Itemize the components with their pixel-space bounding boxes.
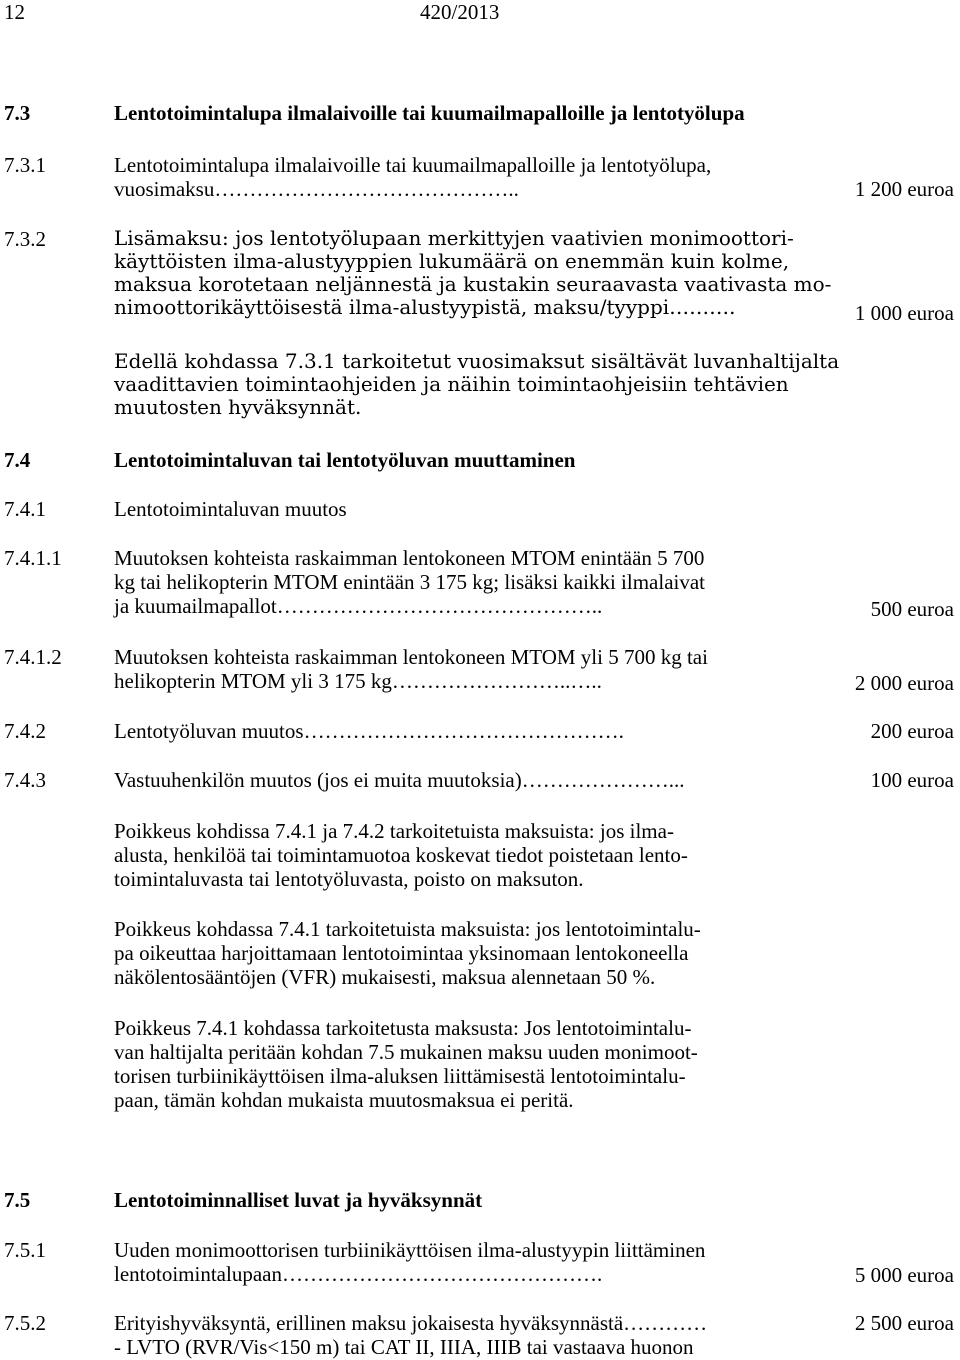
- item-7-5-1-number: 7.5.1: [4, 1238, 46, 1262]
- item-7-3-2-line-3: maksua korotetaan neljännestä ja kustakin seuraavasta vaativasta mo-: [114, 272, 832, 296]
- section-7-3-note: [114, 350, 839, 419]
- item-7-3-2-line-4: nimoottorikäyttöisestä ilma-alustyypistä, maksu/tyyppi……….: [114, 295, 736, 319]
- exception-2-line-3: näkölentosääntöjen (VFR) mukaisesti, maksua alennetaan 50 %.: [114, 965, 656, 989]
- item-7-3-2-number: 7.3.2: [4, 227, 46, 251]
- item-7-5-2-number: 7.5.2: [4, 1311, 46, 1335]
- item-7-4-1-1-amount: 500 euroa: [870, 597, 954, 621]
- item-7-4-1-2-amount: 2 000 euroa: [854, 671, 954, 695]
- item-7-4-1-2-line-1: Muutoksen kohteista raskaimman lentokoneen MTOM yli 5 700 kg tai: [114, 645, 708, 669]
- item-7-4-1-1-line-1: Muutoksen kohteista raskaimman lentokoneen MTOM enintään 5 700: [114, 546, 705, 570]
- item-7-3-1-line-2: vuosimaksu……………………………………..: [114, 177, 519, 201]
- exception-paragraph-1: [114, 819, 688, 891]
- item-7-5-1-line-1: Uuden monimoottorisen turbiinikäyttöisen ilma-alustyypin liittäminen: [114, 1238, 706, 1262]
- item-7-4-3-number: 7.4.3: [4, 768, 46, 792]
- item-7-4-1-label: Lentotoimintaluvan muutos: [114, 497, 347, 521]
- exception-paragraph-3: [114, 1016, 698, 1112]
- exception-1-line-3: toimintaluvasta tai lentotyöluvasta, poisto on maksuton.: [114, 867, 584, 891]
- item-7-5-2-line-1: Erityishyväksyntä, erillinen maksu jokaisesta hyväksynnästä…………: [114, 1311, 708, 1335]
- item-7-5-1-text: [114, 1238, 705, 1286]
- item-7-3-2-line-1: Lisämaksu: jos lentotyölupaan merkittyjen vaativien monimoottori-: [114, 226, 794, 250]
- note-line-2: vaadittavien toimintaohjeiden ja näihin toimintaohjeisiin tehtävien: [114, 372, 789, 396]
- item-7-5-2-text: [114, 1311, 707, 1359]
- section-7-4-title: Lentotoimintaluvan tai lentotyöluvan muuttaminen: [114, 448, 576, 472]
- item-7-4-1-1-line-3: ja kuumailmapallot………………………………………..: [114, 594, 603, 618]
- note-line-3: muutosten hyväksynnät.: [114, 395, 362, 419]
- exception-1-line-2: alusta, henkilöä tai toimintamuotoa koskevat tiedot poistetaan lento-: [114, 843, 688, 867]
- item-7-4-2-number: 7.4.2: [4, 719, 46, 743]
- exception-3-line-4: paan, tämän kohdan mukaista muutosmaksua ei peritä.: [114, 1088, 574, 1112]
- page-number: 12: [4, 0, 25, 24]
- exception-2-line-2: pa oikeuttaa harjoittamaan lentotoimintaa yksinomaan lentokoneella: [114, 941, 689, 965]
- item-7-4-1-number: 7.4.1: [4, 497, 46, 521]
- item-7-3-1-amount: 1 200 euroa: [854, 177, 954, 201]
- item-7-4-1-1-number: 7.4.1.1: [4, 546, 62, 570]
- exception-3-line-1: Poikkeus 7.4.1 kohdassa tarkoitetusta maksusta: Jos lentotoimintalu-: [114, 1016, 692, 1040]
- exception-3-line-3: torisen turbiinikäyttöisen ilma-aluksen liittämisestä lentotoimintalu-: [114, 1064, 686, 1088]
- item-7-4-1-2-number: 7.4.1.2: [4, 645, 62, 669]
- item-7-3-2-amount: 1 000 euroa: [854, 301, 954, 325]
- item-7-5-2-amount: 2 500 euroa: [854, 1311, 954, 1335]
- exception-2-line-1: Poikkeus kohdassa 7.4.1 tarkoitetuista maksuista: jos lentotoimintalu-: [114, 917, 701, 941]
- item-7-3-1-line-1: Lentotoimintalupa ilmalaivoille tai kuumailmapalloille ja lentotyölupa,: [114, 153, 712, 177]
- section-7-5-number: 7.5: [4, 1188, 31, 1212]
- item-7-4-3-amount: 100 euroa: [870, 768, 954, 792]
- item-7-3-1-text: [114, 153, 711, 201]
- item-7-3-2-line-2: käyttöisten ilma-alustyyppien lukumäärä on enemmän kuin kolme,: [114, 249, 790, 273]
- item-7-4-1-2-line-2: helikopterin MTOM yli 3 175 kg……………………..…..: [114, 669, 602, 693]
- note-line-1: Edellä kohdassa 7.3.1 tarkoitetut vuosimaksut sisältävät luvanhaltijalta: [114, 349, 840, 373]
- section-7-5-title: Lentotoiminnalliset luvat ja hyväksynnät: [114, 1188, 483, 1212]
- item-7-4-2-label: Lentotyöluvan muutos……………………………………….: [114, 719, 624, 743]
- item-7-3-2-text: [114, 227, 831, 319]
- item-7-4-1-2-text: [114, 645, 708, 693]
- item-7-4-2-amount: 200 euroa: [870, 719, 954, 743]
- document-id: 420/2013: [420, 0, 500, 24]
- item-7-5-1-amount: 5 000 euroa: [854, 1263, 954, 1287]
- item-7-5-2-line-2: - LVTO (RVR/Vis<150 m) tai CAT II, IIIA, IIIB tai vastaava huonon: [114, 1335, 694, 1359]
- item-7-4-3-label: Vastuuhenkilön muutos (jos ei muita muutoksia)…………………...: [114, 768, 685, 792]
- item-7-5-1-line-2: lentotoimintalupaan……………………………………….: [114, 1262, 603, 1286]
- item-7-4-1-1-line-2: kg tai helikopterin MTOM enintään 3 175 kg; lisäksi kaikki ilmalaivat: [114, 570, 706, 594]
- item-7-3-1-number: 7.3.1: [4, 153, 46, 177]
- section-7-3-title: Lentotoimintalupa ilmalaivoille tai kuumailmapalloille ja lentotyölupa: [114, 101, 745, 125]
- section-7-3-number: 7.3: [4, 101, 31, 125]
- exception-1-line-1: Poikkeus kohdissa 7.4.1 ja 7.4.2 tarkoitetuista maksuista: jos ilma-: [114, 819, 674, 843]
- exception-paragraph-2: [114, 917, 701, 989]
- item-7-4-1-1-text: [114, 546, 705, 618]
- exception-3-line-2: van haltijalta peritään kohdan 7.5 mukainen maksu uuden monimoot-: [114, 1040, 698, 1064]
- section-7-4-number: 7.4: [4, 448, 31, 472]
